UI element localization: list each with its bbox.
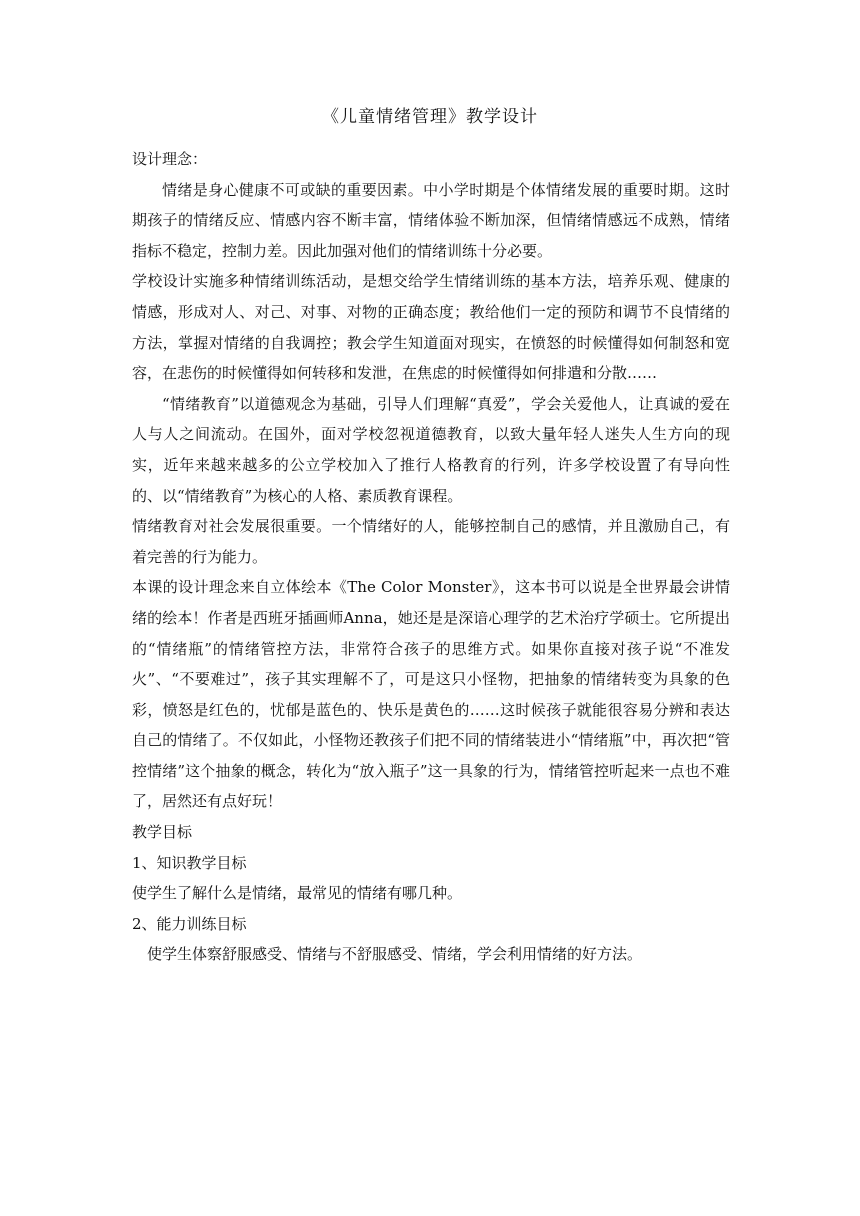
- paragraph-school-training: 学校设计实施多种情绪训练活动，是想交给学生情绪训练的基本方法，培养乐观、健康的情感，形成对人、对己、对事、对物的正确态度；教给他们一定的预防和调节不良情绪的方法，掌握对情绪的自我调控；教会学生知道面对现实，在愤怒的时候懂得如何制怒和宽容，在悲伤的时候懂得如何转移和发泄，在焦虑的时候懂得如何排遣和分散……: [132, 272, 730, 383]
- document-title: 《儿童情绪管理》教学设计: [322, 107, 538, 127]
- paragraph-knowledge-goal: 使学生了解什么是情绪，最常见的情绪有哪几种。: [132, 884, 463, 903]
- paragraph-emotion-importance: 情绪是身心健康不可或缺的重要因素。中小学时期是个体情绪发展的重要时期。这时期孩子的情绪反应、情感内容不断丰富，情绪体验不断加深，但情绪情感远不成熟，情绪指标不稳定，控制力差。因此加强对他们的情绪训练十分必要。: [132, 180, 730, 260]
- document-body: [132, 144, 730, 970]
- paragraph-social-importance: 情绪教育对社会发展很重要。一个情绪好的人，能够控制自己的感情，并且激励自己，有着完善的行为能力。: [132, 517, 730, 566]
- subheading-ability-goal: 2、能力训练目标: [132, 914, 247, 933]
- section-heading-teaching-goals: 教学目标: [132, 823, 193, 842]
- paragraph-color-monster: 本课的设计理念来自立体绘本《The Color Monster》，这本书可以说是全世界最会讲情绪的绘本！作者是西班牙插画师Anna，她还是是深谙心理学的艺术治疗学硕士。它所提出的“情绪瓶”的情绪管控方法，非常符合孩子的思维方式。如果你直接对孩子说“不准发火”、“不要难过”，孩子其实理解不了，可是这只小怪物，把抽象的情绪转变为具象的色彩，愤怒是红色的，忧郁是蓝色的、快乐是黄色的……这时候孩子就能很容易分辨和表达自己的情绪了。不仅如此，小怪物还教孩子们把不同的情绪装进小“情绪瓶”中，再次把“管控情绪”这个抽象的概念，转化为“放入瓶子”这一具象的行为，情绪管控听起来一点也不难了，居然还有点好玩！: [132, 578, 730, 811]
- section-heading-design-concept: 设计理念：: [132, 150, 208, 168]
- paragraph-ability-goal: 使学生体察舒服感受、情绪与不舒服感受、情绪，学会利用情绪的好方法。: [147, 945, 643, 964]
- subheading-knowledge-goal: 1、知识教学目标: [132, 853, 247, 872]
- paragraph-emotion-education: “情绪教育”以道德观念为基础，引导人们理解“真爱”，学会关爱他人，让真诚的爱在人与人之间流动。在国外，面对学校忽视道德教育，以致大量年轻人迷失人生方向的现实，近年来越来越多的公立学校加入了推行人格教育的行列，许多学校设置了有导向性的、以“情绪教育”为核心的人格、素质教育课程。: [132, 394, 730, 505]
